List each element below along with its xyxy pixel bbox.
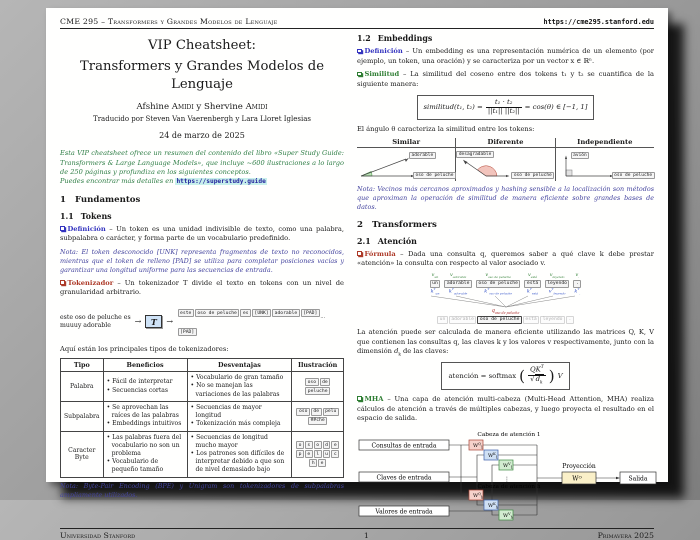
token-chip: oso <box>296 408 309 416</box>
col-header-desventajas: Desventajas <box>187 359 292 372</box>
token-chip: oso de peluche <box>413 172 456 179</box>
header-course-title: CME 295 – Transformers y Grandes Modelos de Lenguaje <box>60 17 278 26</box>
nota-vecinos: Nota: Vecinos más cercanos aproximados y hashing sensible a la localización son métodos que aproximan la operación de similitud de manera eficiente sobre grandes bases de datos. <box>357 185 654 211</box>
cell-beneficios <box>103 431 187 477</box>
page-header <box>60 17 654 29</box>
author-first: Afshine <box>136 102 172 113</box>
formula-label-text: Fórmula <box>364 249 396 258</box>
attention-cell: $v_{está}$ está $k^T_{está}$ <box>524 273 541 296</box>
tokenizer-input-text <box>60 314 131 330</box>
fraction: $\frac{QK^T}{√d_k}$ <box>530 365 544 386</box>
token-chip: leyendo <box>545 280 570 288</box>
section-heading-fundamentos <box>60 195 344 205</box>
definition-text: – Un embedding es una representación numérica de un elemento (por ejemplo, un token, una oración) y se caracteriza por un vector x ∈ ℝⁿ. <box>357 47 654 65</box>
token-chip: e <box>331 441 339 449</box>
formula-lhs: atención = softmax <box>448 372 517 381</box>
token-chip: oso de peluche <box>195 309 240 317</box>
definition-label-text: Definición <box>364 47 403 55</box>
cell-ilustracion <box>292 372 344 402</box>
token-chip: o <box>314 441 322 449</box>
similarity-col-independiente <box>555 138 654 181</box>
footer-page-number: 1 <box>363 530 369 540</box>
token-chip: oso de peluche <box>612 172 655 179</box>
input-line-2: muuuy adorable <box>60 321 111 329</box>
mha-output-label: Salida <box>628 475 648 483</box>
benefit-item: • Secuencias cortas <box>107 387 184 395</box>
token-chip: está <box>523 316 539 324</box>
mha-headh-label: Cabeza de atención h <box>477 483 541 490</box>
cell-tipo: Palabra <box>61 372 104 402</box>
projection-label: Proyección <box>562 462 596 470</box>
ellipsis: ... <box>320 313 326 320</box>
similitud-label-text: Similitud <box>364 70 400 79</box>
tokenizer-types-intro: Aquí están los principales tipos de tokenizadores: <box>60 344 229 353</box>
cell-beneficios <box>103 401 187 431</box>
drawback-item: • No se manejan las variaciones de las palabras <box>191 382 289 398</box>
attention-fan-lines <box>361 296 651 308</box>
similitud-label <box>357 70 399 78</box>
translators-line: Traducido por Steven Van Vaerenbergh y Lara Lloret Iglesias <box>93 115 311 124</box>
subsection-title: Atención <box>377 236 417 246</box>
tokenizer-diagram <box>60 303 344 341</box>
section-number: 1 <box>60 194 66 205</box>
mha-paragraph <box>357 395 654 424</box>
benefit-item: • Las palabras fuera del vocabulario no son un problema <box>107 434 184 459</box>
benefit-item: • Se aprovechan las raíces de las palabras <box>107 404 184 420</box>
author-lastname2: Amidi <box>245 102 268 113</box>
token-chip: un <box>437 316 448 324</box>
section-title: Transformers <box>371 219 437 230</box>
subsection-number: 1.2 <box>357 34 371 43</box>
token-chip: oso de peluche <box>511 172 554 179</box>
nota-bpe: Nota: Byte-Pair Encoding (BPE) y Unigram son tokenizadores de subpalabras ampliamente utilizados. <box>60 481 344 499</box>
token-chip: . <box>566 316 574 324</box>
footer-term: Primavera 2025 <box>597 530 654 540</box>
section-marker-icon <box>357 72 362 77</box>
attention-cell: $v_{un}$ un $k^T_{un}$ <box>430 271 440 296</box>
attention-cell: $v_.$ . $k^T_.$ <box>574 271 581 296</box>
intro-note <box>60 149 344 186</box>
cell-ilustracion <box>292 401 344 431</box>
formula-rhs: = cos(θ) ∈ [−1, 1] <box>524 103 588 112</box>
similarity-col-similar <box>357 138 455 181</box>
pdf-page <box>46 8 668 540</box>
attention-cell: $v_{oso de peluche}$ oso de peluche $k^T_{oso de peluche}$ <box>475 273 521 296</box>
drawback-item: • Los patrones son difíciles de interpretar debido a que son de nivel demasiado bajo <box>191 450 289 475</box>
token-chip: de <box>311 408 322 416</box>
drawback-item: • Secuencias de mayor longitud <box>191 404 289 420</box>
token-chip: es <box>240 309 251 317</box>
token-chip: peluche <box>305 387 330 395</box>
open-paren: ( <box>519 367 526 386</box>
token-chip: h <box>309 459 317 467</box>
token-chip: s <box>305 441 313 449</box>
subsection-title: Embeddings <box>377 34 433 43</box>
fraction-numerator: t₁ · t₂ <box>494 97 513 106</box>
subsection-number: 2.1 <box>357 236 371 246</box>
vertical-dots: ⋮ <box>504 475 510 483</box>
token-chip: [UNK] <box>252 309 271 317</box>
d-subscript: k <box>398 351 401 357</box>
token-chip: adorable <box>409 152 436 159</box>
cell-desventajas <box>187 372 292 402</box>
token-chip: c <box>331 450 339 458</box>
tokenizador-text: – Un tokenizador T divide el texto en tokens con un nivel de granularidad arbitrario. <box>60 278 344 297</box>
mha-label <box>357 395 383 403</box>
right-arrow-icon: → <box>166 317 174 327</box>
token-chip: o <box>296 441 304 449</box>
attention-cell: $v_{adorable}$ adorable $k^T_{adorable}$ <box>444 273 473 296</box>
mha-diagram <box>357 428 654 526</box>
author-lastname: Amidi <box>171 102 194 113</box>
subsection-heading-tokens <box>60 212 344 221</box>
two-column-body <box>60 34 654 526</box>
col-header-beneficios: Beneficios <box>103 359 187 372</box>
superstudy-url-link[interactable]: https://superstudy.guide <box>176 178 266 186</box>
col-header-tipo: Tipo <box>61 359 104 372</box>
token-chip: oso <box>305 378 318 386</box>
similarity-col-diferente <box>455 138 554 181</box>
attention-cell: $v_{leyendo}$ leyendo $v^T_{leyendo}$ <box>544 273 570 296</box>
formula-lhs: similitud(t₁, t₂) = <box>423 103 483 112</box>
intro-more <box>60 177 344 187</box>
right-column <box>357 34 654 526</box>
attention-paragraph-tail: de las claves: <box>400 347 449 356</box>
fraction-denominator: ||t₁|| ||t₂|| <box>487 106 520 115</box>
cell-tipo: Subpalabra <box>61 401 104 431</box>
cell-desventajas <box>187 401 292 431</box>
table-header-row <box>61 359 344 372</box>
token-chip: ##che <box>308 417 327 425</box>
section-number: 2 <box>357 219 363 230</box>
right-arrow-icon: → <box>134 317 142 327</box>
token-chip: . <box>573 280 581 288</box>
tokenizer-types-table <box>60 358 344 477</box>
authors <box>60 102 344 112</box>
benefit-item: • Vocabulario de pequeño tamaño <box>107 458 184 474</box>
attention-paragraph-text: La atención puede ser calculada de manera eficiente utilizando las matrices Q, K, V que contienen las consultas q, las claves k y los valores v respectivamente, junto con la dimensión <box>357 328 654 356</box>
table-row <box>61 401 344 431</box>
token-chip: está <box>524 280 540 288</box>
token-chip: p <box>296 450 304 458</box>
close-paren: ) <box>548 367 555 386</box>
token-chip: l <box>314 450 322 458</box>
doc-date: 24 de marzo de 2025 <box>159 131 245 141</box>
token-chip: u <box>323 450 331 458</box>
intro-more-text: Puedes encontrar más detalles en <box>60 177 176 186</box>
mha-input-keys: Claves de entrada <box>376 474 432 482</box>
subsection-heading-embeddings <box>357 34 654 43</box>
similarity-col-title: Similar <box>357 138 455 148</box>
similarity-col-title: Diferente <box>456 138 554 148</box>
intro-paragraph: Esta VIP cheatsheet ofrece un resumen del contenido del libro «Super Study Guide: Transformers & Large Language Models», que incluye ~600 ilustraciones a lo largo de 250 páginas y profundiza en los siguientes conceptos. <box>60 149 344 176</box>
section-marker-icon <box>60 226 65 231</box>
token-chip: [PAD] <box>301 309 320 317</box>
definition-text: – Un token es una unidad indivisible de texto, como una palabra, subpalabra o carácter, y forma parte de un vocabulario predefinido. <box>60 224 344 243</box>
svg-text:WK1: $W^K_1$ <box>488 451 498 460</box>
attention-diagram <box>357 273 654 324</box>
doc-title-line1: VIP Cheatsheet: <box>148 38 256 53</box>
token-chip: un <box>430 280 441 288</box>
subsection-heading-atencion <box>357 237 654 246</box>
similitud-text: – La similitud del coseno entre dos tokens t₁ y t₂ se cuantifica de la siguiente manera: <box>357 70 654 88</box>
doc-title-line2: Transformers y Grandes Modelos de Lenguaje <box>79 58 324 92</box>
footer-university: Universidad Stanford <box>60 530 136 540</box>
left-column <box>60 34 344 526</box>
table-row <box>61 372 344 402</box>
section-marker-icon <box>357 251 362 256</box>
definition-label-text: Definición <box>67 224 106 233</box>
token-chip: d <box>323 441 331 449</box>
subsection-number: 1.1 <box>60 211 74 221</box>
fraction <box>486 99 522 116</box>
similarity-col-title: Independiente <box>556 138 654 148</box>
formula-def-text: – Dada una consulta q, queremos saber a qué clave k debe prestar «atención» la consulta con respecto al valor asociado v. <box>357 249 654 268</box>
d-symbol: d <box>394 347 399 356</box>
tokenizador-paragraph <box>60 279 344 298</box>
svg-text:WKh: $W^K_h$ <box>488 501 498 510</box>
mha-head1-label: Cabeza de atención 1 <box>477 431 541 438</box>
token-chip: adorable <box>449 316 477 324</box>
query-label: $q_{oso de peluche}$ <box>491 308 520 316</box>
angle-line: El ángulo θ caracteriza la similitud entre los tokens: <box>357 124 535 133</box>
token-chip: pelu <box>323 408 339 416</box>
similarity-diagram <box>357 138 654 181</box>
svg-text:WO: $W^O$ <box>572 474 582 483</box>
token-chip: desagradable <box>456 151 494 158</box>
formula-label <box>357 250 396 258</box>
token-output-strip <box>177 303 344 341</box>
attention-formula <box>357 362 654 390</box>
cell-beneficios <box>103 372 187 402</box>
attention-bottom-row <box>357 315 654 324</box>
mha-text: – Una capa de atención multi-cabeza (Multi-Head Attention, MHA) realiza cálculos de atención a través de múltiples cabezas, y luego proyecta el resultado en el espacio de salida. <box>357 394 654 423</box>
formula-def-paragraph <box>357 250 654 269</box>
svg-text:WV1: $W^V_1$ <box>503 461 513 470</box>
cell-ilustracion <box>292 431 344 477</box>
token-chip: adorable <box>444 280 472 288</box>
token-chip: este <box>178 309 194 317</box>
section-marker-icon <box>357 396 362 401</box>
drawback-item: • Tokenización más compleja <box>191 420 289 428</box>
token-chip: e <box>318 459 326 467</box>
token-chip: leyendo <box>540 316 565 324</box>
token-chip-highlighted: oso de peluche <box>477 316 522 324</box>
definition-token-paragraph <box>60 225 344 244</box>
page-footer <box>60 528 654 540</box>
token-chip: [PAD] <box>178 328 197 336</box>
mha-input-queries: Consultas de entrada <box>371 442 437 450</box>
svg-text:WVh: $W^V_h$ <box>503 511 513 520</box>
token-chip: adorable <box>272 309 300 317</box>
cell-desventajas <box>187 431 292 477</box>
section-marker-icon <box>357 49 362 54</box>
table-row <box>61 431 344 477</box>
attention-matrices-paragraph <box>357 328 654 357</box>
definition-label <box>60 225 106 233</box>
cell-tipo: Caracter Byte <box>61 431 104 477</box>
section-marker-icon <box>60 280 65 285</box>
mha-label-text: MHA <box>364 394 384 403</box>
col-header-ilustracion: Ilustración <box>292 359 344 372</box>
section-heading-transformers <box>357 220 654 230</box>
definition-label <box>357 47 403 55</box>
tokenizador-label-text: Tokenizador <box>67 278 114 287</box>
benefit-item: • Fácil de interpretar <box>107 378 184 386</box>
author-mid: y Shervine <box>193 102 246 113</box>
header-url-link[interactable]: https://cme295.stanford.edu <box>543 18 654 26</box>
cosine-similarity-formula <box>357 94 654 119</box>
svg-text:WQ1: $W^Q_1$ <box>473 441 484 450</box>
token-chip: avión <box>571 152 590 159</box>
token-chip: e <box>305 450 313 458</box>
section-title: Fundamentos <box>74 194 141 205</box>
mha-diagram-svg <box>357 428 657 522</box>
tokenizador-label <box>60 279 113 287</box>
similitud-paragraph <box>357 70 654 89</box>
benefit-item: • Embeddings intuitivos <box>107 420 184 428</box>
nota-unk-pad: Nota: El token desconocido [UNK] representa fragmentos de texto no reconocidos, mientras que el token de relleno [PAD] se utiliza para completar posiciones vacías y garantizar una longitud uniforme para las secuencias de entrada. <box>60 247 344 274</box>
drawback-item: • Vocabulario de gran tamaño <box>191 374 289 382</box>
definition-embedding-paragraph <box>357 47 654 66</box>
formula-tail: V <box>557 372 563 381</box>
mha-input-values: Valores de entrada <box>375 508 433 516</box>
tokenizer-t-box: T <box>145 315 162 328</box>
token-chip: oso de peluche <box>476 280 521 288</box>
subsection-title: Tokens <box>80 211 112 221</box>
attention-token-row <box>357 273 654 296</box>
token-chip: de <box>320 378 331 386</box>
drawback-item: • Secuencias de longitud mucho mayor <box>191 434 289 450</box>
svg-text:WQh: $W^Q_h$ <box>473 491 484 500</box>
input-line-1: este oso de peluche es <box>60 313 131 321</box>
